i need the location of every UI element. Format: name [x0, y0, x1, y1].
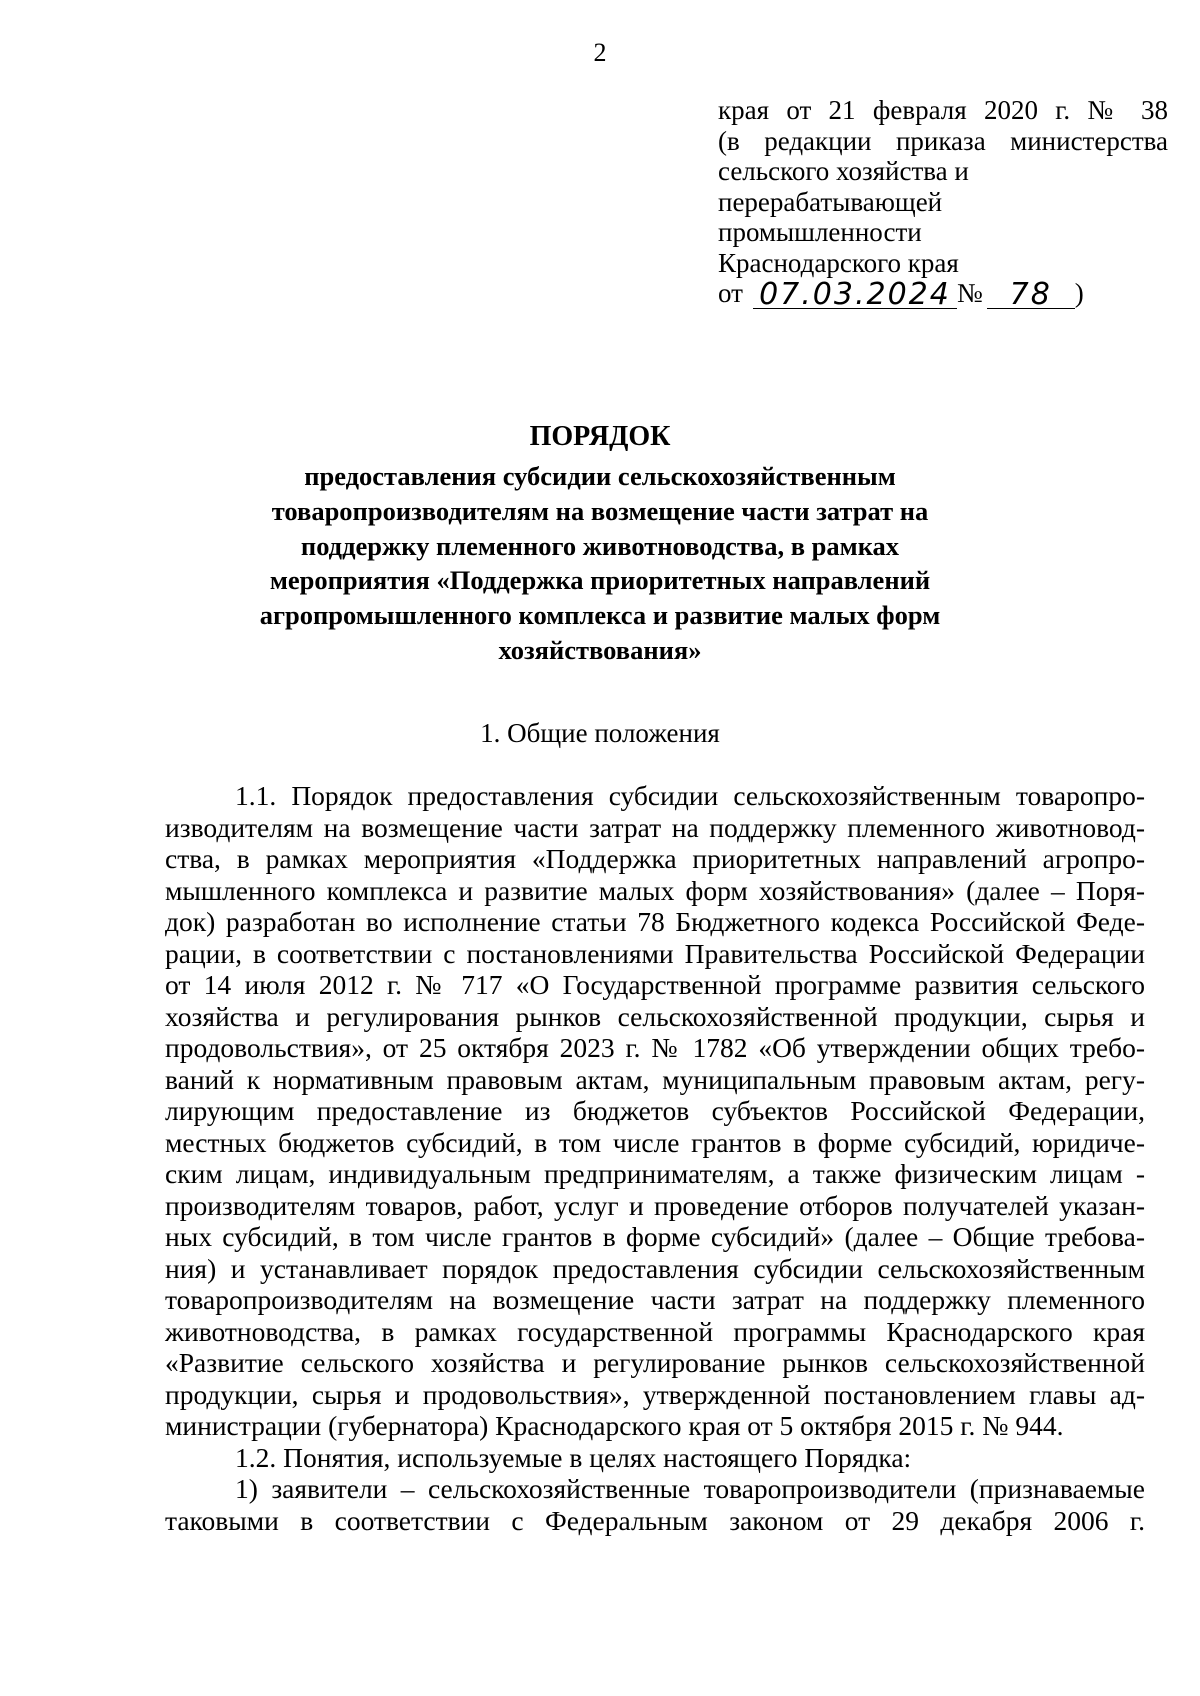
handwritten-number: 78: [987, 282, 1075, 309]
paragraph-line: рации, в соответствии с постановлениями Правительства Российской Федерации: [165, 937, 1145, 969]
paragraph-line: хозяйства и регулирования рынков сельскохозяйственной продукции, сырья и: [165, 1000, 1145, 1032]
paragraph-line: лирующим предоставление из бюджетов субъектов Российской Федерации,: [165, 1095, 1145, 1126]
paragraph-line: 1.2. Понятия, используемые в целях настоящего Порядка:: [235, 1441, 912, 1473]
document-title: ПОРЯДОК: [529, 421, 671, 452]
paragraph-line: мышленного комплекса и развитие малых форм хозяйствования» (далее – Поря-: [165, 874, 1145, 906]
section-heading: 1. Общие положения: [480, 718, 720, 748]
paragraph-line: министрации (губернатора) Краснодарского края от 5 октября 2015 г. № 944.: [165, 1410, 1064, 1441]
header-line: (в редакции приказа министерства: [718, 125, 1168, 156]
paragraph-line: местных бюджетов субсидий, в том числе грантов в форме субсидий, юридиче-: [165, 1126, 1145, 1158]
closing-parenthesis: ): [1074, 278, 1084, 308]
header-line: сельского хозяйства и: [718, 156, 969, 186]
paragraph-line: «Развитие сельского хозяйства и регулирование рынков сельскохозяйственной: [165, 1347, 1145, 1378]
handwritten-date: 07.03.2024: [753, 282, 957, 309]
paragraph-line: ных субсидий, в том числе грантов в форме субсидий» (далее – Общие требова-: [165, 1221, 1145, 1252]
paragraph-line: 1) заявители – сельскохозяйственные товаропроизводители (признаваемые: [235, 1473, 1145, 1504]
paragraph-line: ния) и устанавливает порядок предоставления субсидии сельскохозяйственным: [165, 1252, 1145, 1284]
number-sign: №: [956, 278, 983, 308]
page-number: 2: [593, 38, 607, 67]
paragraph-line: животноводства, в рамках государственной программы Краснодарского края: [165, 1315, 1145, 1347]
signature-line: [718, 276, 1168, 312]
approval-header: [718, 95, 1168, 312]
document-body: [165, 780, 1145, 1536]
paragraph-line: док) разработан во исполнение статьи 78 Бюджетного кодекса Российской Феде-: [165, 906, 1145, 937]
paragraph-line: продукции, сырья и продовольствия», утвержденной постановлением главы ад-: [165, 1378, 1145, 1410]
header-line: Краснодарского края: [718, 247, 959, 278]
paragraph-line: таковыми в соответствии с Федеральным законом от 29 декабря 2006 г.: [165, 1504, 1145, 1536]
paragraph-line: ваний к нормативным правовым актам, муниципальным правовым актам, регу-: [165, 1063, 1145, 1095]
header-line: перерабатывающей: [718, 186, 943, 217]
paragraph-line: от 14 июля 2012 г. № 717 «О Государственной программе развития сельского: [165, 969, 1145, 1000]
header-line: края от 21 февраля 2020 г. № 38: [718, 95, 1168, 125]
paragraph-line: товаропроизводителям на возмещение части затрат на поддержку племенного: [165, 1284, 1145, 1315]
paragraph-line: продовольствия», от 25 октября 2023 г. № 1782 «Об утверждении общих требо-: [165, 1032, 1145, 1063]
document-subtitle: предоставления субсидии сельскохозяйственным товаропроизводителям на возмещение части затрат на поддержку племенного животноводства, в рамках мероприятия «Поддержка приоритетных направлений агропромышленного комплекса и развитие малых форм хозяйствования»: [259, 461, 941, 665]
signature-prefix: от: [718, 278, 743, 308]
paragraph-line: ства, в рамках мероприятия «Поддержка приоритетных направлений агропро-: [165, 843, 1145, 874]
paragraph-line: производителям товаров, работ, услуг и проведение отборов получателей указан-: [165, 1189, 1145, 1221]
paragraph-line: изводителям на возмещение части затрат на поддержку племенного животновод-: [165, 811, 1145, 843]
paragraph-line: 1.1. Порядок предоставления субсидии сельскохозяйственным товаропро-: [235, 780, 1145, 811]
header-line: промышленности: [718, 217, 922, 247]
paragraph-line: ским лицам, индивидуальным предпринимателям, а также физическим лицам -: [165, 1158, 1145, 1189]
